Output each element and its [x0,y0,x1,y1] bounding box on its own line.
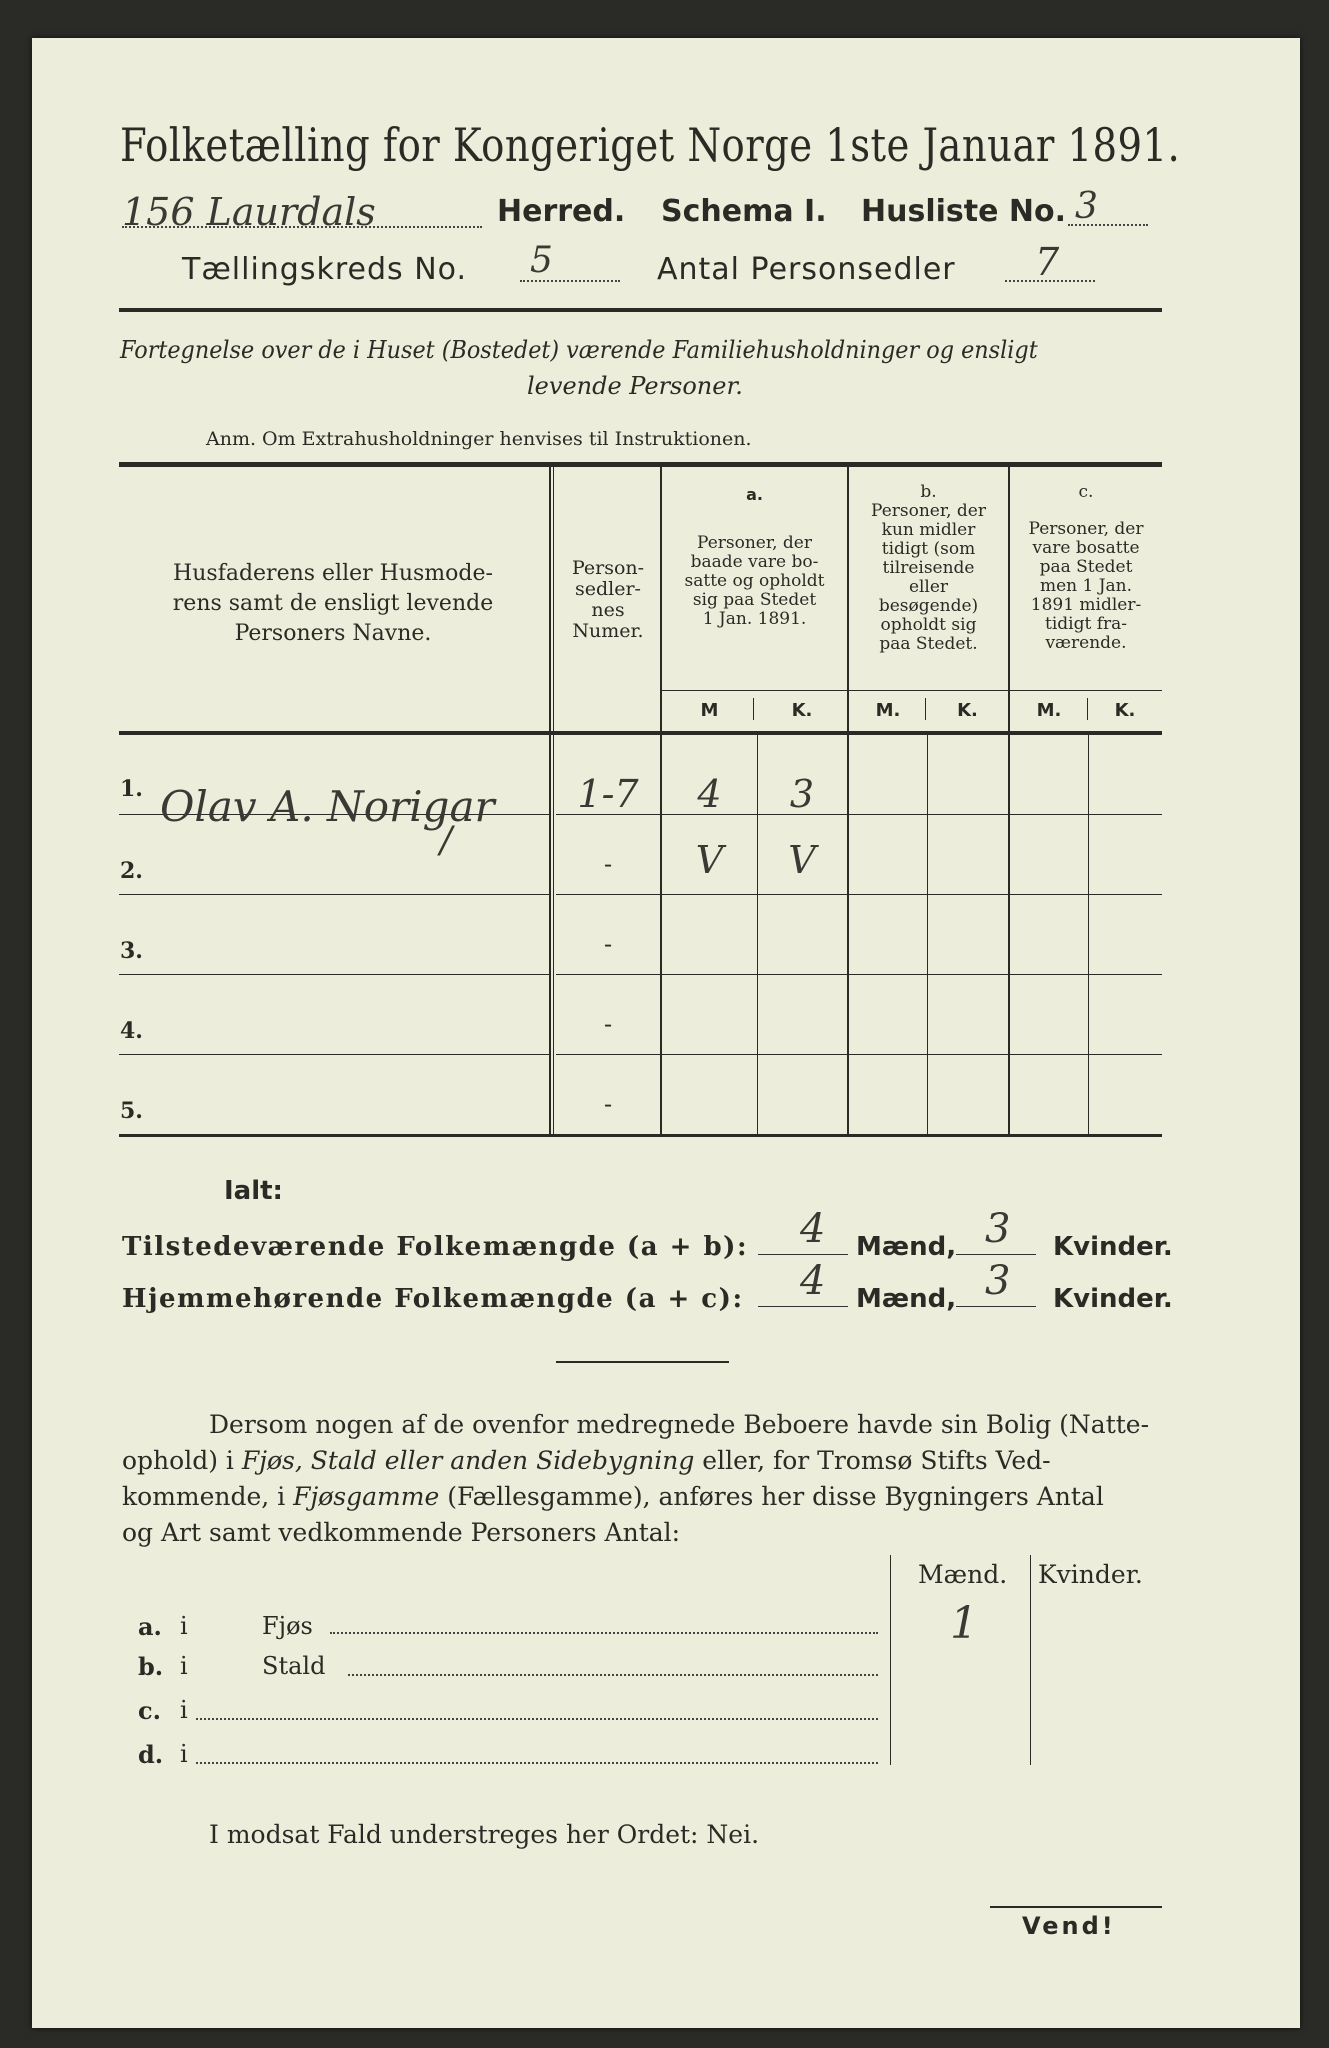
row-number: 2. [120,858,143,884]
herred-value: 156 Laurdals [122,190,376,234]
ialt-label: Ialt: [224,1176,283,1206]
row-rule [1010,1054,1162,1055]
hjemme-label: Hjemmehørende Folkemængde (a + c): [122,1284,744,1314]
fill-line [956,1306,1036,1307]
herred-dotted-line [122,226,482,228]
row-rule [1010,894,1162,895]
hjemme-k-value: 3 [985,1258,1011,1304]
kreds-dotted-line [520,280,620,282]
row-a-m: 4 [697,772,722,816]
para-line-4: og Art samt vedkommende Personers Antal: [122,1518,681,1547]
fill-line [956,1254,1036,1255]
dotted-line [330,1632,878,1634]
row-a-k: V [788,838,816,882]
row-a-m: V [695,838,724,882]
kvinder-label: Kvinder. [1053,1284,1173,1314]
header-rule [119,308,1162,312]
col-divider [553,467,554,1134]
row-rule [1010,974,1162,975]
para-line-3: kommende, i Fjøsgamme (Fællesgamme), anføres her disse Bygningers Antal [122,1482,1104,1511]
row-rule [662,974,847,975]
col-divider-mk [927,735,928,1134]
outbuilding-m-value: 1 [950,1598,978,1649]
col-c-k: K. [1114,700,1136,721]
intro-line-2: levende Personer. [527,372,743,400]
antal-dotted-line [1005,280,1095,282]
outbuilding-label: Stald [262,1652,326,1680]
row-name: Olav A. Norigar [160,782,495,831]
modsat-note: I modsat Fald understreges her Ordet: Nei. [209,1820,760,1849]
row-a-k: 3 [789,772,815,816]
kreds-label: Tællingskreds No. [182,252,467,287]
row-rule [556,894,660,895]
row-rule [849,894,1008,895]
husliste-label: Husliste No. [861,194,1066,229]
schema-label: Schema I. [661,194,827,229]
fill-line [758,1306,848,1307]
col-a-m: M [700,700,719,721]
kreds-value: 5 [530,240,553,281]
col-c-m: M. [1036,700,1062,721]
row-num: - [603,930,613,958]
row-rule [662,894,847,895]
fill-line [758,1254,848,1255]
col-header-c: Personer, der vare bosatte paa Stedet men 1 Jan. 1891 midler- tidigt fra- værende. [1028,519,1144,653]
vend-rule [990,1906,1162,1908]
row-num: 1-7 [577,772,639,816]
herred-label: Herred. [497,194,626,229]
outbuilding-col-maend: Mænd. [918,1560,1008,1589]
row-number: 5. [120,1098,143,1124]
maend-label: Mænd, [856,1284,957,1314]
section-divider [556,1361,729,1363]
row-rule [119,894,549,895]
col-divider [549,467,551,1134]
row-rule [1010,814,1162,815]
dotted-line [196,1718,878,1720]
col-divider [890,1555,891,1765]
col-header-a: Personer, der baade vare bo- satte og opholdt sig paa Stedet 1 Jan. 1891. [684,533,825,629]
husliste-dotted-line [1068,224,1148,226]
row-number: 1. [120,776,143,802]
para-line-2: ophold) i Fjøs, Stald eller anden Sidebygning eller, for Tromsø Stifts Ved- [122,1446,1051,1475]
outbuilding-i: i [180,1612,188,1640]
hjemme-m-value: 4 [800,1258,826,1304]
row-rule [849,814,1008,815]
dotted-line [348,1674,878,1676]
name-continuation-mark: / [440,820,453,861]
row-rule [556,1054,660,1055]
table-header-bottom-rule [119,731,1162,735]
para-line-1: Dersom nogen af de ovenfor medregnede Beboere havde sin Bolig (Natte- [209,1410,1150,1439]
mk-header-rule [662,690,1162,691]
col-c-letter: c. [1078,482,1094,502]
row-num: - [603,1010,613,1038]
col-b-letter: b. [920,482,937,502]
outbuilding-i: i [180,1740,188,1768]
col-header-num: Person- sedler- nes Numer. [571,557,645,642]
husliste-value: 3 [1075,186,1098,227]
row-number: 4. [120,1018,143,1044]
outbuilding-i: i [180,1696,188,1724]
row-rule [849,974,1008,975]
tilstede-m-value: 4 [800,1206,826,1252]
row-num: - [603,1090,613,1118]
outbuilding-letter: d. [138,1740,164,1769]
col-a-k: K. [791,700,813,721]
kvinder-label: Kvinder. [1053,1232,1173,1262]
intro-line-1: Fortegnelse over de i Huset (Bostedet) værende Familiehusholdninger og ensligt [120,336,1038,364]
col-header-b: Personer, der kun midler tidigt (som tilreisende eller besøgende) opholdt sig paa Stedet. [871,501,986,654]
antal-value: 7 [1035,240,1060,284]
table-bottom-rule [119,1134,1162,1137]
col-header-names: Husfaderens eller Husmode- rens samt de ensligt levende Personers Navne. [172,561,494,646]
row-rule [662,1054,847,1055]
col-b-m: M. [875,700,901,721]
vend-label: Vend! [1022,1912,1116,1940]
row-rule [119,974,549,975]
outbuilding-letter: b. [138,1652,164,1681]
anm-note: Anm. Om Extrahusholdninger henvises til Instruktionen. [206,428,752,450]
outbuilding-label: Fjøs [262,1612,313,1640]
col-a-letter: a. [746,485,763,504]
col-divider [1030,1555,1031,1765]
tilstede-label: Tilstedeværende Folkemængde (a + b): [122,1232,749,1262]
col-divider-mk [1088,735,1089,1134]
antal-label: Antal Personsedler [657,252,956,287]
outbuilding-letter: a. [138,1612,162,1641]
row-rule [556,974,660,975]
maend-label: Mænd, [856,1232,957,1262]
page-title: Folketælling for Kongeriget Norge 1ste Januar 1891. [120,118,1181,172]
table-top-rule [119,462,1162,467]
row-num: - [603,850,613,878]
tilstede-k-value: 3 [985,1206,1011,1252]
outbuilding-col-kvinder: Kvinder. [1038,1560,1143,1589]
row-rule [119,1054,549,1055]
row-number: 3. [120,938,143,964]
row-rule [849,1054,1008,1055]
outbuilding-i: i [180,1652,188,1680]
outbuilding-letter: c. [138,1696,161,1725]
dotted-line [196,1762,878,1764]
col-b-k: K. [957,700,978,721]
